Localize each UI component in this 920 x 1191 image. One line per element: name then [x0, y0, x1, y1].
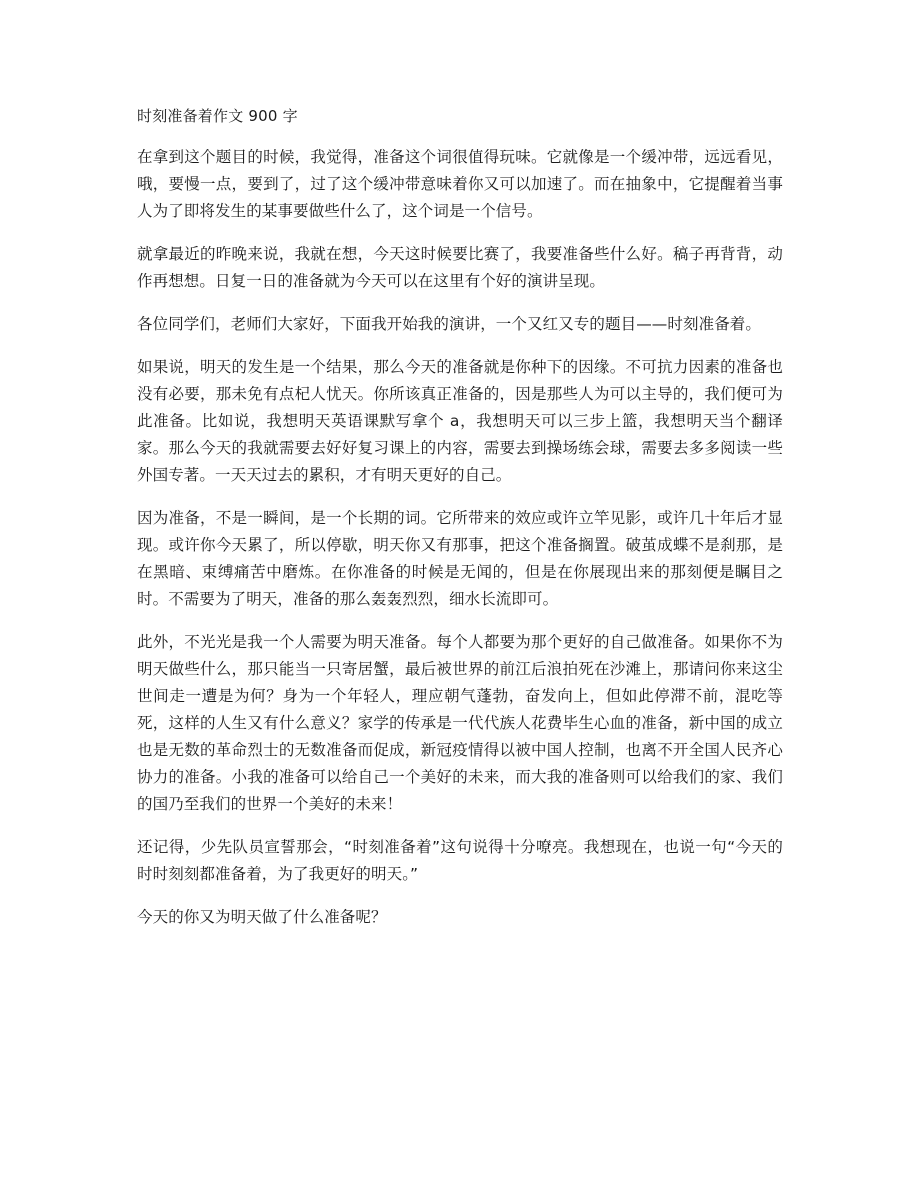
document-title: 时刻准备着作文 900 字 [137, 107, 298, 125]
paragraph-2: 就拿最近的昨晚来说，我就在想，今天这时候要比赛了，我要准备些什么好。稿子再背背，动作再想想。日复一日的准备就为今天可以在这里有个好的演讲呈现。 [137, 245, 783, 290]
paragraph-4: 如果说，明天的发生是一个结果，那么今天的准备就是你种下的因缘。不可抗力因素的准备也没有必要，那未免有点杞人忧天。你所该真正准备的，因是那些人为可以主导的，我们便可为此准备。比如说，我想明天英语课默写拿个 a，我想明天可以三步上篮，我想明天当个翻译家。那么今天的我就需要去好好复习课上的内容，需要去到操场练会球，需要去多多阅读一些外国专著。一天天过去的累积，才有明天更好的自己。 [137, 358, 783, 484]
paragraph-3: 各位同学们，老师们大家好，下面我开始我的演讲，一个又红又专的题目——时刻准备着。 [137, 315, 762, 333]
paragraph-8: 今天的你又为明天做了什么准备呢？ [137, 908, 387, 926]
document-page [137, 104, 783, 947]
paragraph-7: 还记得，少先队员宣誓那会，“时刻准备着”这句说得十分嘹亮。我想现在，也说一句“今天的时时刻刻都准备着，为了我更好的明天。” [137, 838, 783, 883]
paragraph-1: 在拿到这个题目的时候，我觉得，准备这个词很值得玩味。它就像是一个缓冲带，远远看见，哦，要慢一点，要到了，过了这个缓冲带意味着你又可以加速了。而在抽象中，它提醒着当事人为了即将发生的某事要做些什么了，这个词是一个信号。 [137, 148, 783, 220]
paragraph-6: 此外，不光光是我一个人需要为明天准备。每个人都要为那个更好的自己做准备。如果你不为明天做些什么，那只能当一只寄居蟹，最后被世界的前江后浪拍死在沙滩上，那请问你来这尘世间走一遭是为何？身为一个年轻人，理应朝气蓬勃，奋发向上，但如此停滞不前，混吃等死，这样的人生又有什么意义？家学的传承是一代代族人花费毕生心血的准备，新中国的成立也是无数的革命烈士的无数准备而促成，新冠疫情得以被中国人控制，也离不开全国人民齐心协力的准备。小我的准备可以给自己一个美好的未来，而大我的准备则可以给我们的家、我们的国乃至我们的世界一个美好的未来！ [137, 633, 783, 813]
paragraph-5: 因为准备，不是一瞬间，是一个长期的词。它所带来的效应或许立竿见影，或许几十年后才显现。或许你今天累了，所以停歇，明天你又有那事，把这个准备搁置。破茧成蝶不是刹那，是在黑暗、束缚痛苦中磨炼。在你准备的时候是无闻的，但是在你展现出来的那刻便是瞩目之时。不需要为了明天，准备的那么轰轰烈烈，细水长流即可。 [137, 509, 783, 608]
